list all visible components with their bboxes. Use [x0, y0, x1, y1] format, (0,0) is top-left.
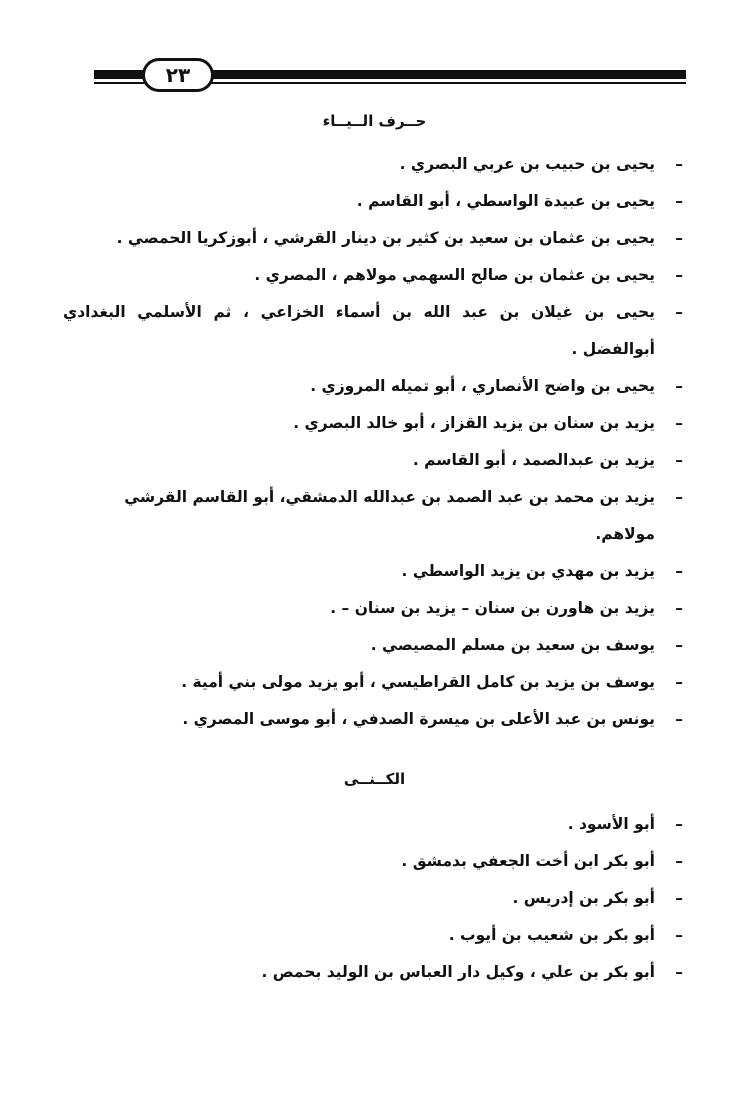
- list-item: [63, 220, 683, 257]
- list-dash: –: [675, 229, 683, 247]
- entry-text: يحيى بن غيلان بن عبد الله بن أسماء الخزاعي ، ثم الأسلمي البغدادي أبوالفضل .: [63, 303, 655, 358]
- entry-text: يزيد بن سنان بن يزيد القزاز ، أبو خالد البصري .: [293, 414, 655, 432]
- entry-text: أبو الأسود .: [567, 815, 655, 833]
- list-dash: –: [675, 303, 683, 321]
- list-dash: –: [675, 599, 683, 617]
- entry-text: أبو بكر بن شعيب بن أيوب .: [448, 926, 655, 944]
- list-item: [63, 146, 683, 183]
- entry-text: يزيد بن هاورن بن سنان – يزيد بن سنان – .: [330, 599, 655, 617]
- list-item: [63, 294, 683, 368]
- entry-text: يحيى بن عثمان بن صالح السهمي مولاهم ، المصري .: [254, 266, 655, 284]
- list-dash: –: [675, 636, 683, 654]
- list-item: [63, 664, 683, 701]
- section-title-kuna: الكــنــى: [343, 770, 406, 788]
- page-header: [94, 58, 686, 96]
- list-item: [63, 479, 683, 553]
- entry-text: أبو بكر ابن أخت الجعفي بدمشق .: [401, 852, 655, 870]
- list-dash: –: [675, 926, 683, 944]
- entry-list-ya: [63, 146, 683, 738]
- list-item: [63, 590, 683, 627]
- entry-text: يزيد بن محمد بن عبد الصمد بن عبدالله الدمشقي، أبو القاسم القرشي مولاهم.: [124, 488, 655, 543]
- list-dash: –: [675, 889, 683, 907]
- list-item: [63, 917, 683, 954]
- list-dash: –: [675, 451, 683, 469]
- entry-text: يوسف بن سعيد بن مسلم المصيصي .: [370, 636, 655, 654]
- page-number: ٢٣: [142, 58, 214, 92]
- list-item: [63, 880, 683, 917]
- entry-text: أبو بكر بن إدريس .: [512, 889, 655, 907]
- entry-text: يوسف بن يزيد بن كامل القراطيسي ، أبو يزيد مولى بني أمية .: [181, 673, 655, 691]
- list-item: [63, 405, 683, 442]
- entry-list-kuna: [63, 806, 683, 991]
- list-item: [63, 627, 683, 664]
- list-dash: –: [675, 488, 683, 506]
- list-item: [63, 257, 683, 294]
- entry-text: يحيى بن عثمان بن سعيد بن كثير بن دينار القرشي ، أبوزكريا الحمصي .: [116, 229, 655, 247]
- list-item: [63, 806, 683, 843]
- list-dash: –: [675, 673, 683, 691]
- list-dash: –: [675, 852, 683, 870]
- list-dash: –: [675, 414, 683, 432]
- entry-text: يونس بن عبد الأعلى بن ميسرة الصدفي ، أبو موسى المصري .: [182, 710, 655, 728]
- section-title-ya: حــرف الــيــاء: [322, 112, 427, 130]
- list-item: [63, 368, 683, 405]
- list-item: [63, 843, 683, 880]
- entry-text: يحيى بن حبيب بن عربي البصري .: [399, 155, 655, 173]
- list-item: [63, 954, 683, 991]
- list-dash: –: [675, 963, 683, 981]
- entry-text: يزيد بن عبدالصمد ، أبو القاسم .: [412, 451, 655, 469]
- list-item: [63, 553, 683, 590]
- list-dash: –: [675, 155, 683, 173]
- list-item: [63, 183, 683, 220]
- entry-text: يحيى بن واضح الأنصاري ، أبو تميله المروزي .: [310, 377, 655, 395]
- entry-text: يزيد بن مهدي بن يزيد الواسطي .: [401, 562, 655, 580]
- list-dash: –: [675, 710, 683, 728]
- list-dash: –: [675, 192, 683, 210]
- list-item: [63, 701, 683, 738]
- entry-text: يحيى بن عبيدة الواسطي ، أبو القاسم .: [356, 192, 655, 210]
- list-dash: –: [675, 562, 683, 580]
- entry-text: أبو بكر بن علي ، وكيل دار العباس بن الوليد بحمص .: [261, 963, 655, 981]
- list-item: [63, 442, 683, 479]
- list-dash: –: [675, 815, 683, 833]
- list-dash: –: [675, 377, 683, 395]
- list-dash: –: [675, 266, 683, 284]
